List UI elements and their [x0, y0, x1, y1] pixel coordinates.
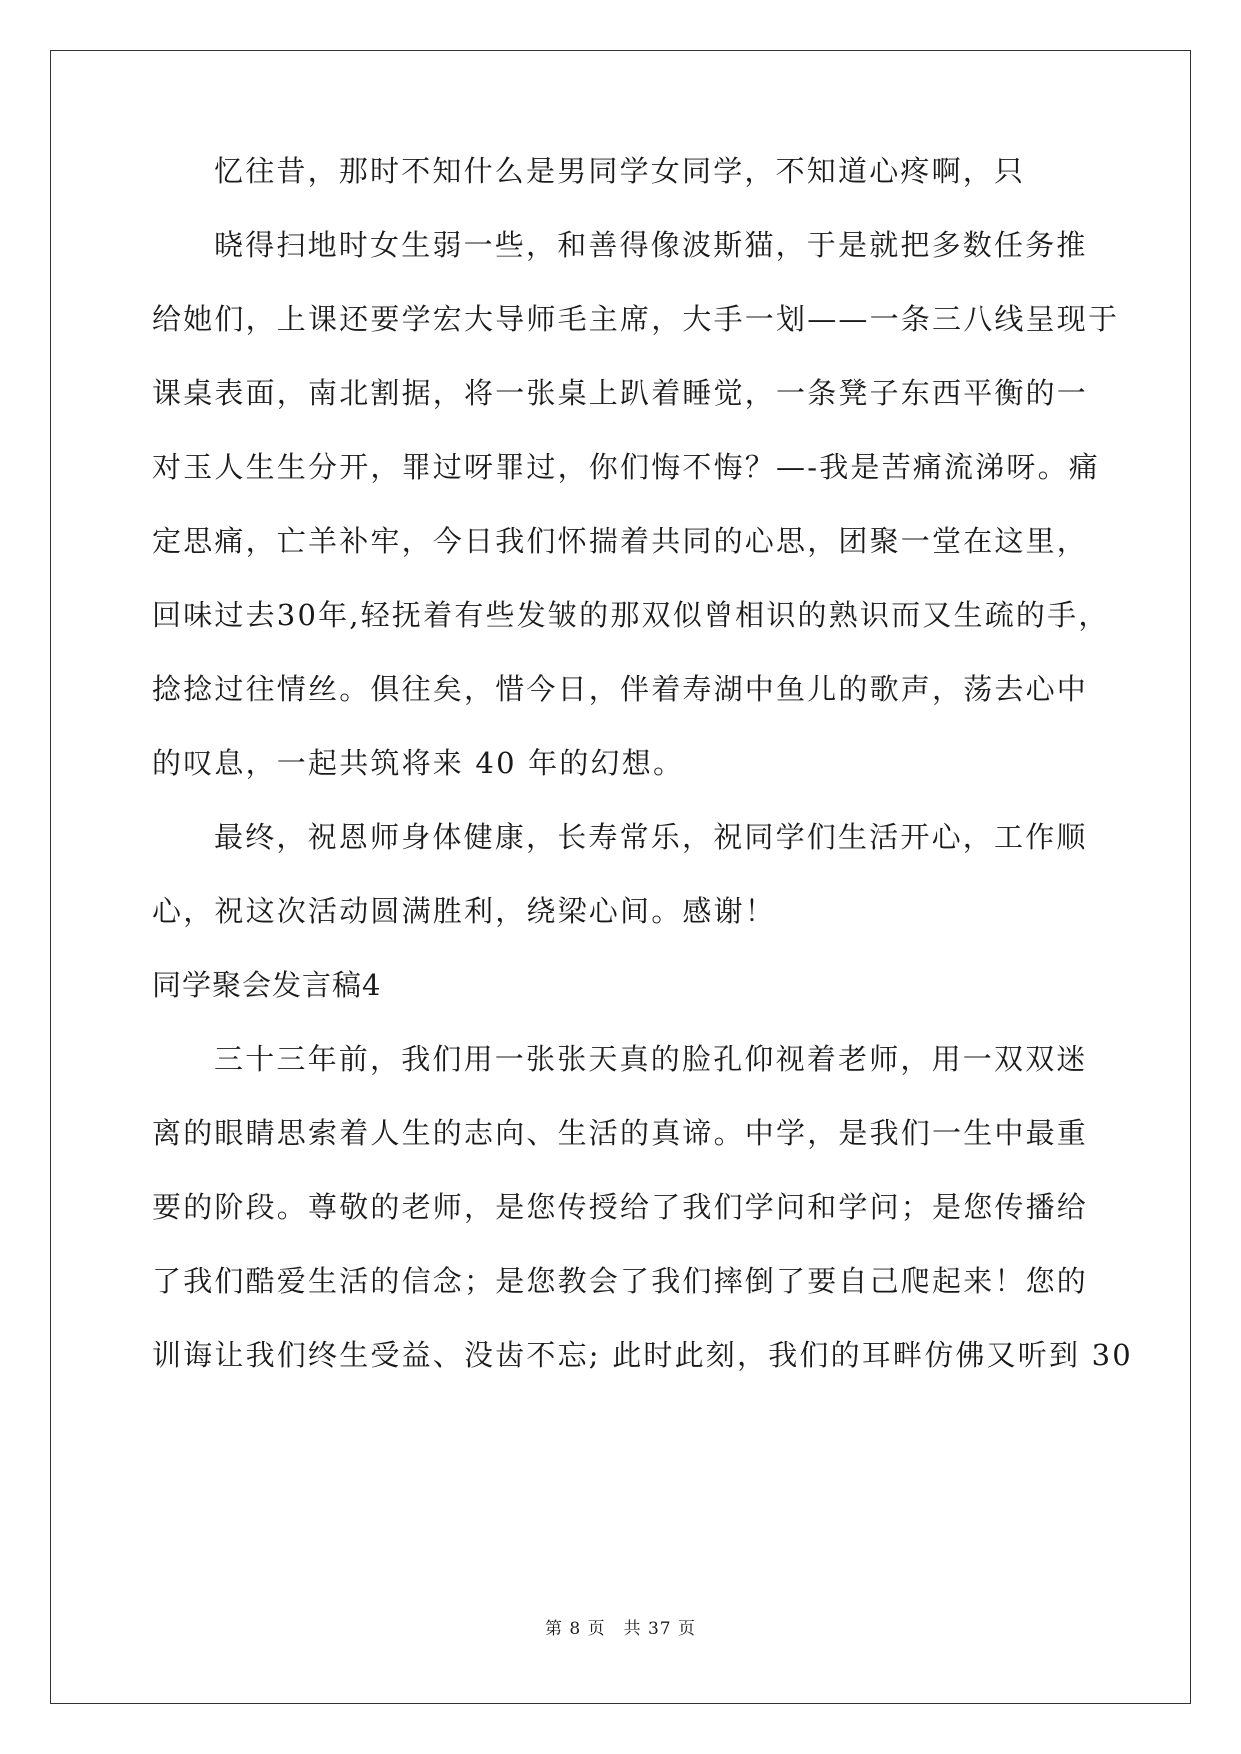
- page-number: 第 8 页: [544, 1619, 606, 1639]
- section-heading: 同学聚会发言稿4: [152, 968, 382, 1002]
- text-line: 忆往昔，那时不知什么是男同学女同学，不知道心疼啊，只: [214, 154, 1026, 188]
- text-line: 课桌表面，南北割据，将一张桌上趴着睡觉，一条凳子东西平衡的一: [152, 376, 1089, 410]
- text-line: 最终，祝恩师身体健康，长寿常乐，祝同学们生活开心，工作顺: [214, 820, 1088, 854]
- text-line: 要的阶段。尊敬的老师，是您传授给了我们学问和学问；是您传播给: [152, 1190, 1089, 1224]
- text-line: 定思痛，亡羊补牢，今日我们怀揣着共同的心思，团聚一堂在这里，: [152, 524, 1089, 558]
- text-line: 对玉人生生分开，罪过呀罪过，你们悔不悔？—-我是苦痛流涕呀。痛: [152, 450, 1101, 484]
- text-line: 训诲让我们终生受益、没齿不忘; 此时此刻，我们的耳畔仿佛又听到 30: [152, 1338, 1133, 1372]
- page-total: 共 37 页: [623, 1619, 697, 1639]
- text-line: 捻捻过往情丝。俱往矣，惜今日，伴着寿湖中鱼儿的歌声，荡去心中: [152, 672, 1089, 706]
- text-line: 晓得扫地时女生弱一些，和善得像波斯猫，于是就把多数任务推: [214, 228, 1088, 262]
- page-footer: [0, 1618, 1241, 1640]
- text-line: 了我们酷爱生活的信念；是您教会了我们摔倒了要自己爬起来！您的: [152, 1264, 1089, 1298]
- text-line: 心，祝这次活动圆满胜利，绕梁心间。感谢！: [152, 894, 777, 928]
- text-line: 三十三年前，我们用一张张天真的脸孔仰视着老师，用一双双迷: [214, 1042, 1088, 1076]
- text-line: 的叹息，一起共筑将来 40 年的幻想。: [152, 746, 685, 780]
- text-line: 离的眼睛思索着人生的志向、生活的真谛。中学，是我们一生中最重: [152, 1116, 1089, 1150]
- text-line: 给她们，上课还要学宏大导师毛主席，大手一划——一条三八线呈现于: [152, 302, 1120, 336]
- text-line: 回味过去30年,轻抚着有些发皱的那双似曾相识的熟识而又生疏的手，: [152, 598, 1110, 632]
